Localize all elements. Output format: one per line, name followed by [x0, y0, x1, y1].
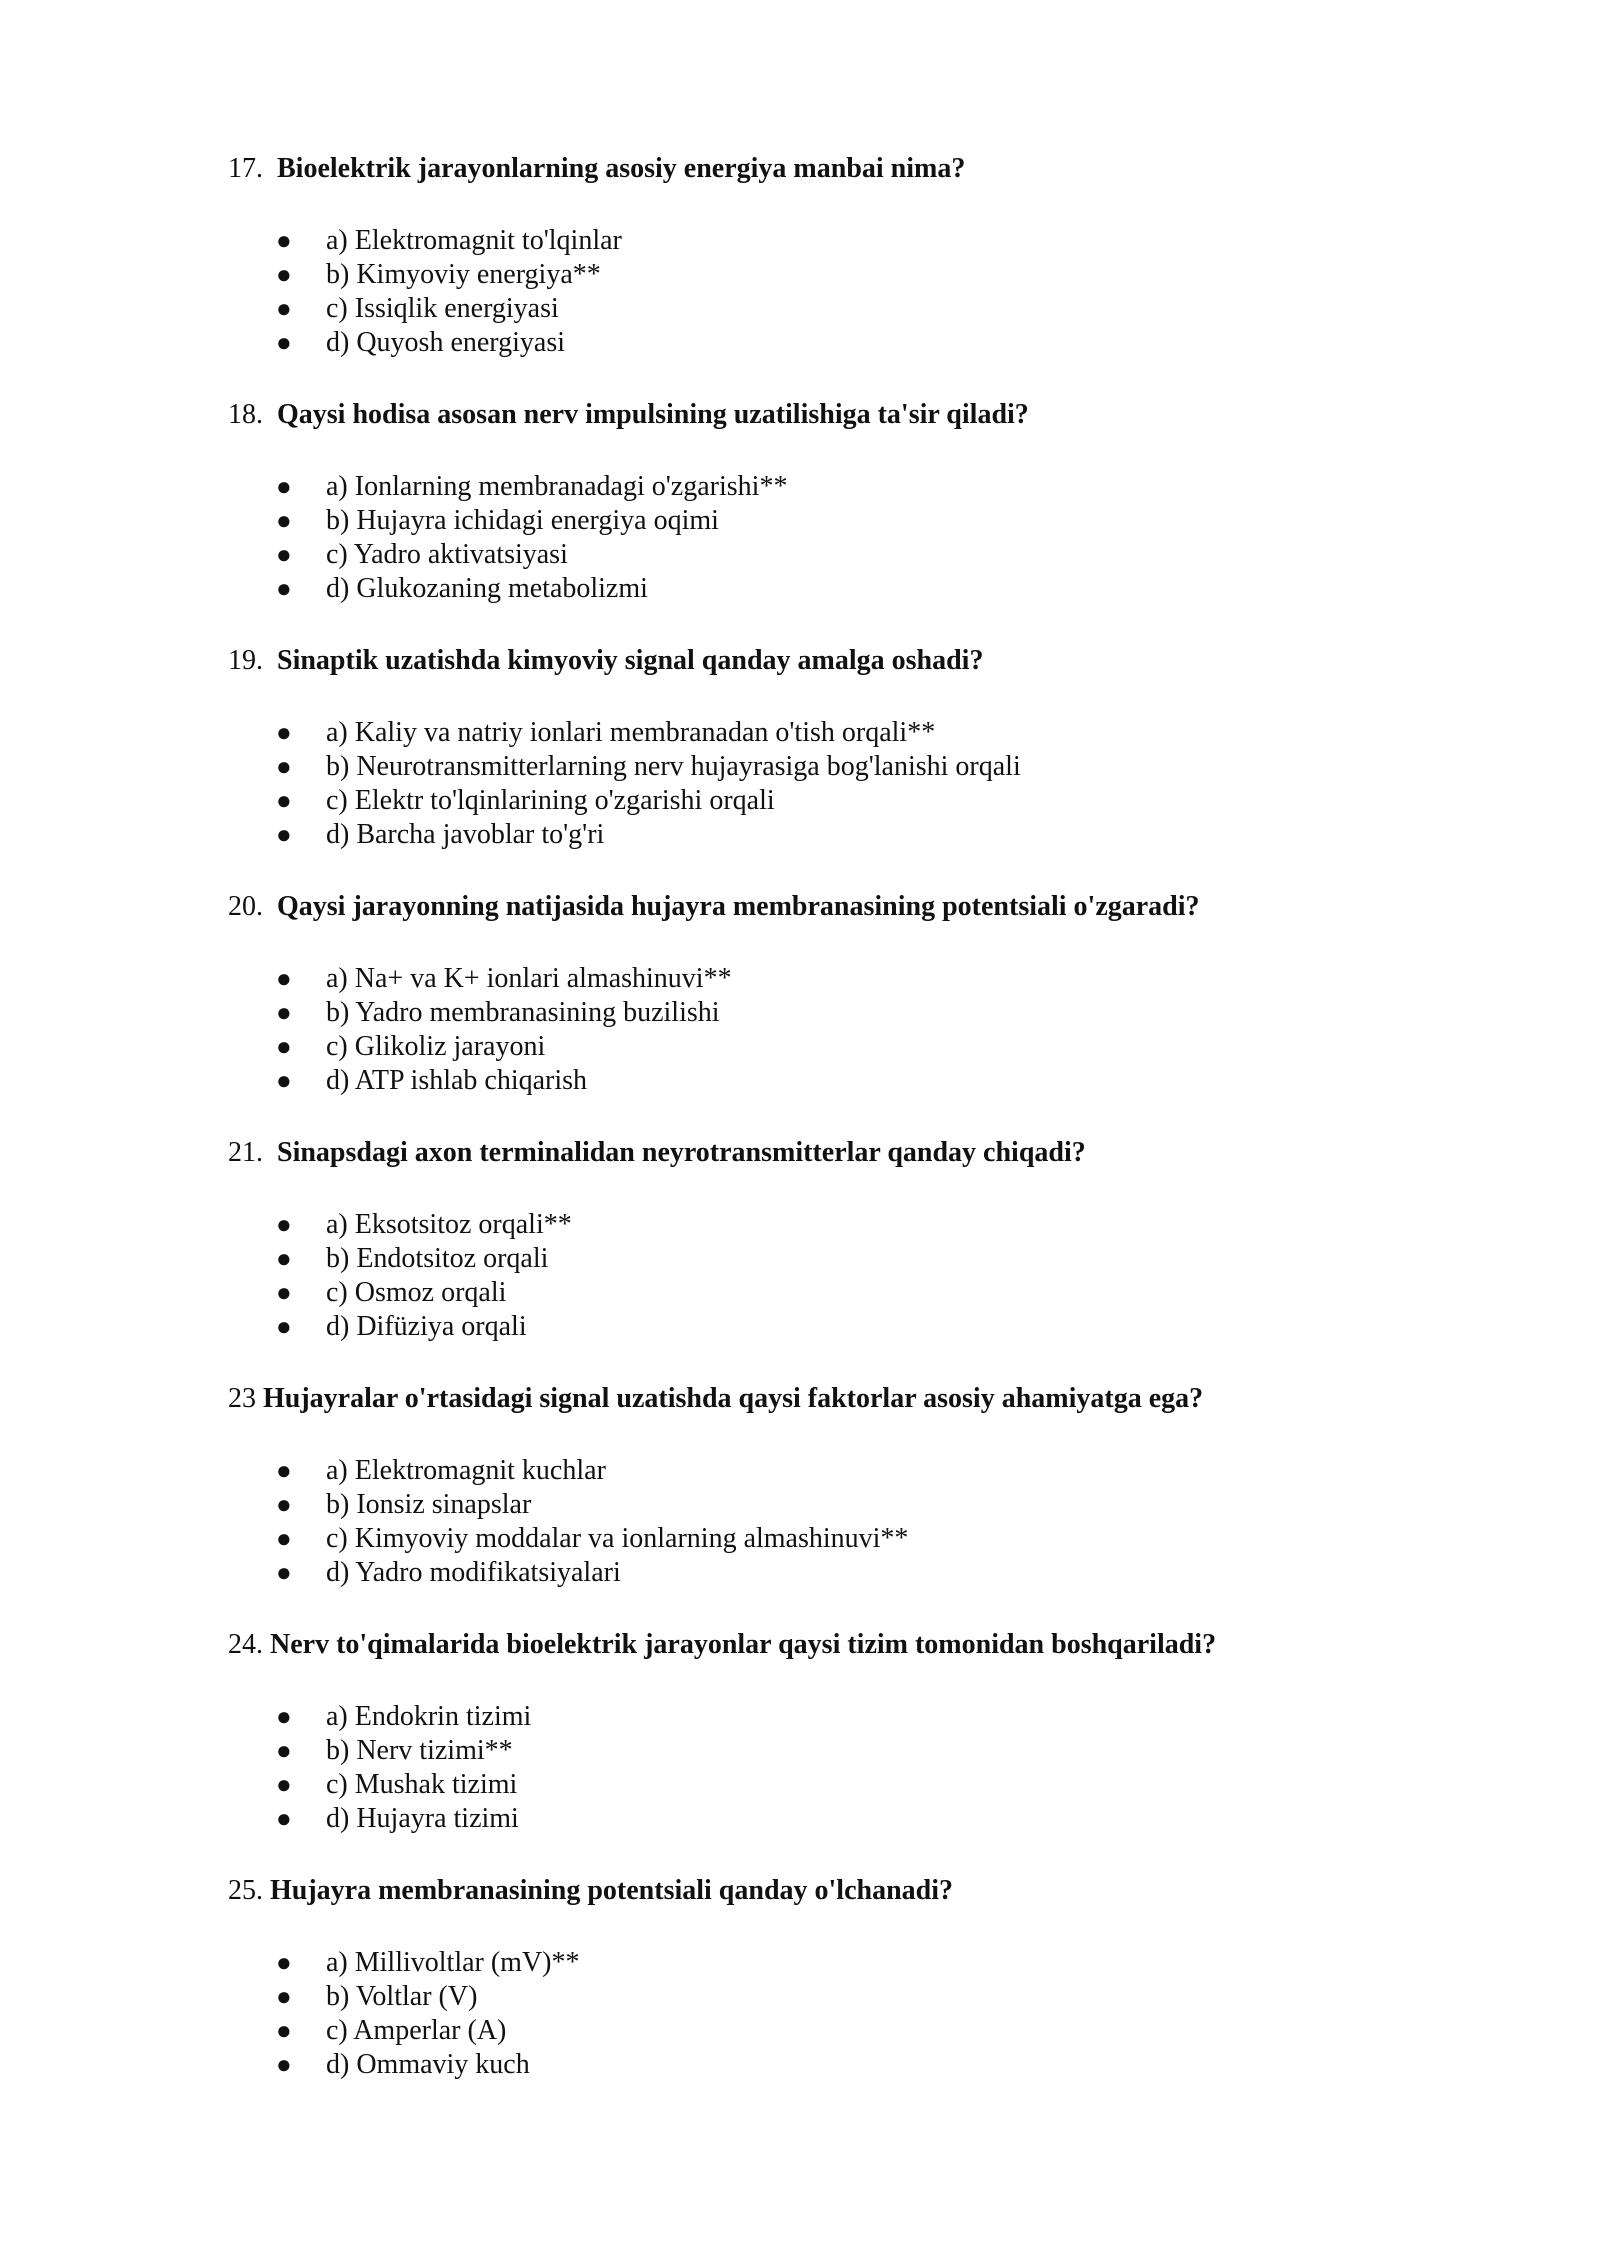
question-title [228, 1874, 1408, 1908]
answer-option [228, 1768, 1408, 1802]
answer-option [228, 258, 1408, 292]
answer-option [228, 2048, 1408, 2082]
bullet-icon: ● [276, 1948, 292, 1977]
answer-option [228, 1488, 1408, 1522]
bullet-icon: ● [276, 964, 292, 993]
answer-option [228, 224, 1408, 258]
answer-option [228, 504, 1408, 538]
question-title [228, 644, 1408, 678]
answer-text: a) Endokrin tizimi [326, 1701, 532, 1732]
bullet-icon: ● [276, 2050, 292, 2079]
question-number: 24. [228, 1629, 263, 1660]
question-title [228, 1382, 1408, 1416]
bullet-icon: ● [276, 786, 292, 815]
question-number: 23 [228, 1383, 256, 1414]
answer-option [228, 572, 1408, 606]
answer-text: b) Hujayra ichidagi energiya oqimi [326, 505, 719, 536]
answer-option [228, 784, 1408, 818]
question-number: 25. [228, 1875, 263, 1906]
bullet-icon: ● [276, 1736, 292, 1765]
answer-text: c) Elektr to'lqinlarining o'zgarishi orqali [326, 785, 775, 816]
bullet-icon: ● [276, 1278, 292, 1307]
question-number: 20. [228, 891, 263, 922]
answer-option [228, 1276, 1408, 1310]
answer-text: d) Barcha javoblar to'g'ri [326, 819, 605, 850]
answer-text: a) Elektromagnit to'lqinlar [326, 225, 622, 256]
question-text: Nerv to'qimalarida bioelektrik jarayonlar qaysi tizim tomonidan boshqariladi? [270, 1629, 1217, 1660]
answer-text: a) Eksotsitoz orqali** [326, 1209, 572, 1240]
question-20 [228, 890, 1408, 1098]
answer-option [228, 1064, 1408, 1098]
answer-list [228, 470, 1408, 606]
answer-text: b) Ionsiz sinapslar [326, 1489, 532, 1520]
answer-option [228, 1700, 1408, 1734]
bullet-icon: ● [276, 718, 292, 747]
answer-option [228, 716, 1408, 750]
bullet-icon: ● [276, 472, 292, 501]
question-number: 19. [228, 645, 263, 676]
answer-list [228, 1946, 1408, 2082]
question-21 [228, 1136, 1408, 1344]
bullet-icon: ● [276, 998, 292, 1027]
answer-text: c) Osmoz orqali [326, 1277, 507, 1308]
question-23 [228, 1382, 1408, 1590]
bullet-icon: ● [276, 2016, 292, 2045]
question-text: Hujayra membranasining potentsiali qanday o'lchanadi? [270, 1875, 954, 1906]
answer-text: a) Elektromagnit kuchlar [326, 1455, 606, 1486]
answer-option [228, 1522, 1408, 1556]
answer-text: d) ATP ishlab chiqarish [326, 1065, 588, 1096]
answer-option [228, 1242, 1408, 1276]
answer-option [228, 2014, 1408, 2048]
answer-text: b) Endotsitoz orqali [326, 1243, 549, 1274]
answer-text: c) Yadro aktivatsiyasi [326, 539, 568, 570]
question-text: Qaysi jarayonning natijasida hujayra membranasining potentsiali o'zgaradi? [277, 891, 1200, 922]
question-title [228, 1136, 1408, 1170]
bullet-icon: ● [276, 1312, 292, 1341]
answer-list [228, 962, 1408, 1098]
question-25 [228, 1874, 1408, 2082]
bullet-icon: ● [276, 540, 292, 569]
answer-option [228, 962, 1408, 996]
question-text: Sinaptik uzatishda kimyoviy signal qanday amalga oshadi? [277, 645, 984, 676]
question-text: Sinapsdagi axon terminalidan neyrotransmitterlar qanday chiqadi? [277, 1137, 1086, 1168]
bullet-icon: ● [276, 328, 292, 357]
question-17 [228, 152, 1408, 360]
answer-list [228, 716, 1408, 852]
answer-option [228, 1802, 1408, 1836]
answer-text: d) Hujayra tizimi [326, 1803, 519, 1834]
answer-option [228, 1454, 1408, 1488]
answer-text: c) Kimyoviy moddalar va ionlarning almashinuvi** [326, 1523, 909, 1554]
question-number: 18. [228, 399, 263, 430]
answer-option [228, 470, 1408, 504]
answer-list [228, 1208, 1408, 1344]
answer-option [228, 326, 1408, 360]
answer-option [228, 1030, 1408, 1064]
bullet-icon: ● [276, 1702, 292, 1731]
answer-text: d) Glukozaning metabolizmi [326, 573, 648, 604]
answer-list [228, 1454, 1408, 1590]
bullet-icon: ● [276, 260, 292, 289]
answer-option [228, 1734, 1408, 1768]
bullet-icon: ● [276, 294, 292, 323]
answer-text: d) Quyosh energiyasi [326, 327, 565, 358]
bullet-icon: ● [276, 1490, 292, 1519]
question-text: Bioelektrik jarayonlarning asosiy energiya manbai nima? [277, 153, 966, 184]
bullet-icon: ● [276, 1210, 292, 1239]
answer-text: b) Voltlar (V) [326, 1981, 478, 2012]
bullet-icon: ● [276, 1032, 292, 1061]
bullet-icon: ● [276, 1066, 292, 1095]
question-title [228, 1628, 1408, 1662]
question-number: 17. [228, 153, 263, 184]
answer-option [228, 292, 1408, 326]
answer-text: a) Kaliy va natriy ionlari membranadan o'tish orqali** [326, 717, 936, 748]
question-24 [228, 1628, 1408, 1836]
answer-option [228, 750, 1408, 784]
answer-text: d) Difüziya orqali [326, 1311, 527, 1342]
bullet-icon: ● [276, 820, 292, 849]
answer-text: c) Issiqlik energiyasi [326, 293, 559, 324]
bullet-icon: ● [276, 1804, 292, 1833]
question-title [228, 152, 1408, 186]
answer-text: c) Amperlar (A) [326, 2015, 507, 2046]
answer-option [228, 1208, 1408, 1242]
answer-list [228, 1700, 1408, 1836]
answer-option [228, 538, 1408, 572]
answer-text: b) Nerv tizimi** [326, 1735, 513, 1766]
answer-text: b) Yadro membranasining buzilishi [326, 997, 720, 1028]
answer-text: a) Millivoltlar (mV)** [326, 1947, 580, 1978]
question-19 [228, 644, 1408, 852]
answer-text: c) Glikoliz jarayoni [326, 1031, 546, 1062]
bullet-icon: ● [276, 1456, 292, 1485]
answer-option [228, 1946, 1408, 1980]
answer-option [228, 1980, 1408, 2014]
question-title [228, 398, 1408, 432]
question-title [228, 890, 1408, 924]
answer-option [228, 996, 1408, 1030]
answer-text: d) Yadro modifikatsiyalari [326, 1557, 621, 1588]
bullet-icon: ● [276, 574, 292, 603]
bullet-icon: ● [276, 1770, 292, 1799]
question-text: Qaysi hodisa asosan nerv impulsining uzatilishiga ta'sir qiladi? [277, 399, 1029, 430]
answer-option [228, 1310, 1408, 1344]
bullet-icon: ● [276, 1244, 292, 1273]
bullet-icon: ● [276, 752, 292, 781]
answer-text: a) Ionlarning membranadagi o'zgarishi** [326, 471, 788, 502]
answer-text: a) Na+ va K+ ionlari almashinuvi** [326, 963, 732, 994]
answer-text: d) Ommaviy kuch [326, 2049, 530, 2080]
question-text: Hujayralar o'rtasidagi signal uzatishda qaysi faktorlar asosiy ahamiyatga ega? [263, 1383, 1204, 1414]
question-18 [228, 398, 1408, 606]
bullet-icon: ● [276, 506, 292, 535]
answer-text: b) Neurotransmitterlarning nerv hujayrasiga bog'lanishi orqali [326, 751, 1021, 782]
bullet-icon: ● [276, 1982, 292, 2011]
bullet-icon: ● [276, 1524, 292, 1553]
answer-text: c) Mushak tizimi [326, 1769, 518, 1800]
answer-text: b) Kimyoviy energiya** [326, 259, 601, 290]
question-number: 21. [228, 1137, 263, 1168]
answer-list [228, 224, 1408, 360]
answer-option [228, 1556, 1408, 1590]
bullet-icon: ● [276, 226, 292, 255]
answer-option [228, 818, 1408, 852]
bullet-icon: ● [276, 1558, 292, 1587]
